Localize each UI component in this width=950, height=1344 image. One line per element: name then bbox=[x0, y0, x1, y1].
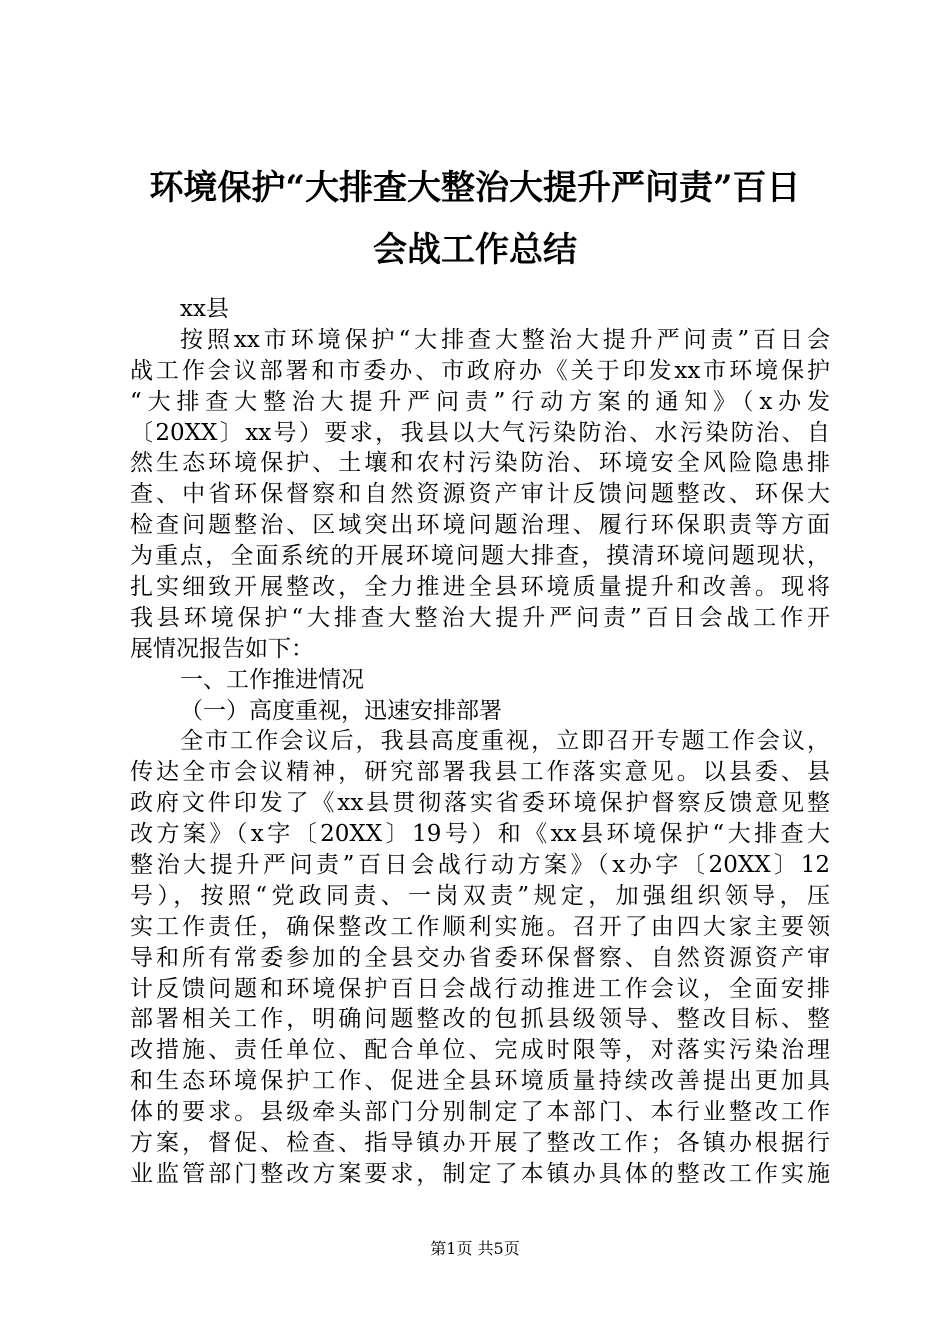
body-line: 〔20XX〕xx号）要求，我县以大气污染防治、水污染防治、自 bbox=[130, 419, 830, 446]
body-line: 我县环境保护“大排查大整治大提升严问责”百日会战工作开 bbox=[130, 604, 830, 631]
body-line: 改方案》（x字〔20XX〕19号）和《xx县环境保护“大排查大 bbox=[130, 821, 830, 848]
body-line: 号），按照“党政同责、一岗双责”规定，加强组织领导，压 bbox=[130, 882, 830, 909]
body-line: 展情况报告如下： bbox=[130, 635, 314, 662]
body-line: 查、中省环保督察和自然资源资产审计反馈问题整改、环保大 bbox=[130, 481, 830, 508]
body-line: 为重点，全面系统的开展环境问题大排查，摸清环境问题现状， bbox=[130, 543, 830, 570]
body-line: “大排查大整治大提升严问责”行动方案的通知》（x办发 bbox=[130, 388, 830, 415]
body-line: xx县 bbox=[180, 296, 229, 322]
body-line: 然生态环境保护、土壤和农村污染防治、环境安全风险隐患排 bbox=[130, 450, 830, 477]
body-line: 按照xx市环境保护“大排查大整治大提升严问责”百日会 bbox=[180, 326, 830, 353]
body-line: 传达全市会议精神，研究部署我县工作落实意见。以县委、县 bbox=[130, 759, 830, 786]
body-line: 业监管部门整改方案要求，制定了本镇办具体的整改工作实施 bbox=[130, 1160, 830, 1187]
body-line: 部署相关工作，明确问题整改的包抓县级领导、整改目标、整 bbox=[130, 1006, 830, 1033]
body-line: 和生态环境保护工作、促进全县环境质量持续改善提出更加具 bbox=[130, 1068, 830, 1095]
body-line: 体的要求。县级牵头部门分别制定了本部门、本行业整改工作 bbox=[130, 1099, 830, 1126]
body-line: 实工作责任，确保整改工作顺利实施。召开了由四大家主要领 bbox=[130, 913, 830, 940]
body-line: 方案，督促、检查、指导镇办开展了整改工作；各镇办根据行 bbox=[130, 1130, 830, 1157]
body-line: 导和所有常委参加的全县交办省委环保督察、自然资源资产审 bbox=[130, 944, 830, 971]
body-line: 改措施、责任单位、配合单位、完成时限等，对落实污染治理 bbox=[130, 1037, 830, 1064]
body-line: 战工作会议部署和市委办、市政府办《关于印发xx市环境保护 bbox=[130, 357, 830, 384]
body-line: 全市工作会议后，我县高度重视，立即召开专题工作会议， bbox=[180, 728, 830, 755]
body-line: 一、工作推进情况 bbox=[180, 666, 364, 693]
document-title-line-2: 会战工作总结 bbox=[373, 230, 577, 270]
document-title-line-1: 环境保护“大排查大整治大提升严问责”百日 bbox=[149, 168, 801, 208]
document-body bbox=[130, 294, 830, 1190]
body-line: 整治大提升严问责”百日会战行动方案》（x办字〔20XX〕12 bbox=[130, 852, 830, 879]
body-line: 政府文件印发了《xx县贯彻落实省委环境保护督察反馈意见整 bbox=[130, 790, 830, 817]
body-line: 检查问题整治、区域突出环境问题治理、履行环保职责等方面 bbox=[130, 512, 830, 539]
body-line: （一）高度重视，迅速安排部署 bbox=[180, 697, 502, 724]
page-footer: 第1页 共5页 bbox=[430, 1239, 520, 1258]
body-line: 计反馈问题和环境保护百日会战行动推进工作会议，全面安排 bbox=[130, 975, 830, 1002]
body-line: 扎实细致开展整改，全力推进全县环境质量提升和改善。现将 bbox=[130, 574, 830, 601]
